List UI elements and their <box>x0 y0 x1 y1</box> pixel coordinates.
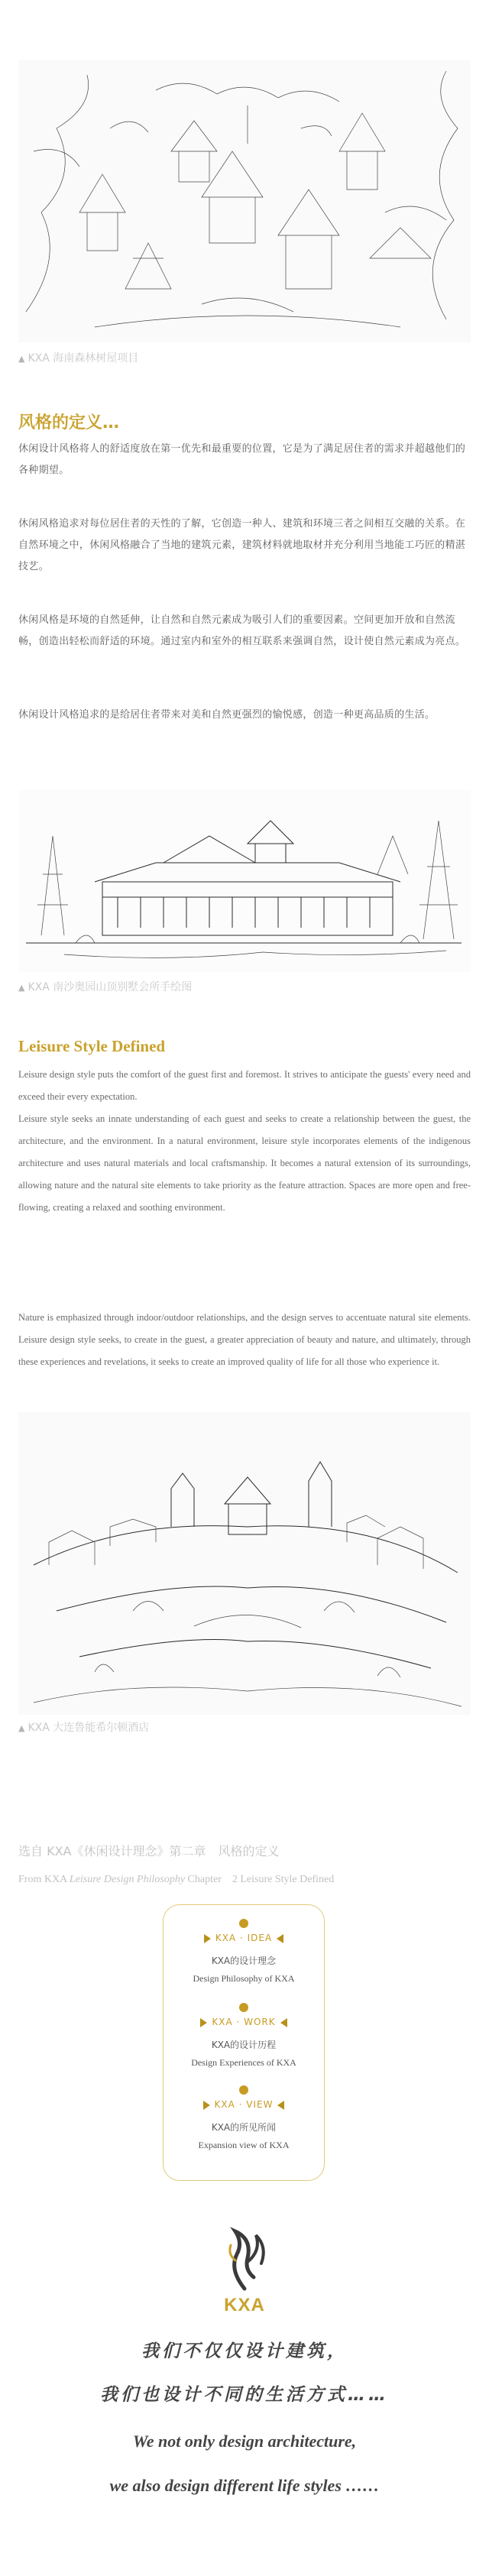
caption-text: KXA 南沙奥园山顶别墅会所手绘图 <box>28 981 193 993</box>
slogan-cn-2: 我们也设计不同的生活方式…… <box>100 2385 389 2405</box>
flag-left-icon <box>204 1934 211 1943</box>
paragraph-cn: 休闲设计风格追求的是给居住者带来对美和自然更强烈的愉悦感，创造一种更高品质的生活。 <box>18 709 436 721</box>
card-en: Design Philosophy of KXA <box>193 1973 295 1984</box>
triangle-icon: ▲ <box>18 1723 25 1733</box>
figure-caption <box>18 1719 149 1735</box>
card-cn: KXA的设计历程 <box>211 2040 277 2050</box>
dot-icon <box>239 2003 248 2012</box>
dot-icon <box>239 2085 248 2095</box>
source-en <box>18 1871 334 1886</box>
paragraph-en: Leisure design style puts the comfort of the guest first and foremost. It strives to anticipate the guests' every need and exceed their every expectation. <box>18 1069 471 1102</box>
caption-text: KXA 海南森林树屋项目 <box>28 352 139 365</box>
villa-clubhouse-sketch <box>18 790 471 972</box>
card-tag-text: KXA · IDEA <box>215 1933 273 1943</box>
card-tag <box>164 2099 324 2110</box>
card-cn: KXA的设计理念 <box>211 1955 277 1966</box>
card-tag <box>164 2017 324 2027</box>
card-tag-text: KXA · WORK <box>212 2017 276 2027</box>
card-cn: KXA的所见所闻 <box>211 2122 277 2133</box>
card-en: Expansion view of KXA <box>198 2140 290 2150</box>
card-tag <box>164 1933 324 1943</box>
slogan-en-1: We not only design architecture, <box>132 2432 357 2451</box>
flag-right-icon <box>277 2101 284 2110</box>
card-tag-text: KXA · VIEW <box>214 2099 274 2110</box>
card-en: Design Experiences of KXA <box>191 2057 296 2068</box>
triangle-icon: ▲ <box>18 983 25 993</box>
dot-icon <box>239 1919 248 1928</box>
logo-text: KXA <box>224 2295 265 2315</box>
source-cn: 选自 KXA《休闲设计理念》第二章 风格的定义 <box>18 1844 280 1858</box>
paragraph-en: Leisure style seeks an innate understanding of each guest and seeks to create a relationship between the guest, the architecture, and the environment. In a natural environment, leisure style incorporates elements of the indigenous architecture and uses natural materials and local craftsmanship. It becomes a natural extension of its surroundings, allowing nature and the natural site elements to take priority as the feature attraction. Spaces are more open and free-flowing, creating a relaxed and soothing environment. <box>18 1113 471 1213</box>
source-book-title: Leisure Design Philosophy <box>69 1874 186 1885</box>
triangle-icon: ▲ <box>18 354 25 364</box>
kxa-logo-icon <box>214 2216 275 2292</box>
paragraph-en: Nature is emphasized through indoor/outdoor relationships, and the design serves to accentuate natural site elements. Leisure design style seeks, to create in the guest, a greater appreciation of beauty and nature, and ultimately, through these experiences and revelations, it seeks to create an improved quality of life for all those who experience it. <box>18 1312 471 1367</box>
caption-text: KXA 大连鲁能希尔顿酒店 <box>28 1722 150 1734</box>
flag-left-icon <box>200 2018 207 2027</box>
card-item-work[interactable] <box>164 2003 324 2069</box>
paragraph-cn: 休闲风格追求对每位居住者的天性的了解，它创造一种人、建筑和环境三者之间相互交融的关系。在自然环境之中，休闲风格融合了当地的建筑元素，建筑材料就地取材并充分利用当地能工巧匠的精湛技艺。 <box>18 518 466 572</box>
source-suffix: Chapter 2 Leisure Style Defined <box>185 1874 335 1885</box>
slogan-cn-1: 我们不仅仅设计建筑， <box>141 2341 348 2361</box>
figure-caption <box>18 350 138 365</box>
slogan-en-2: we also design different life styles …… <box>109 2476 380 2495</box>
treehouse-sketch <box>18 60 471 342</box>
paragraph-cn: 休闲风格是环境的自然延伸，让自然和自然元素成为吸引人们的重要因素。空间更加开放和自然流畅，创造出轻松而舒适的环境。通过室内和室外的相互联系来强调自然，设计使自然元素成为亮点。 <box>18 614 466 647</box>
flag-right-icon <box>280 2018 287 2027</box>
section-title-en: Leisure Style Defined <box>18 1037 166 1055</box>
flag-right-icon <box>277 1934 283 1943</box>
section-title-cn: 风格的定义… <box>18 413 120 433</box>
kxa-menu-card <box>163 1904 325 2181</box>
figure-caption <box>18 979 192 994</box>
source-prefix: From KXA <box>18 1874 70 1885</box>
hotel-complex-sketch <box>18 1412 471 1715</box>
paragraph-cn: 休闲设计风格将人的舒适度放在第一优先和最重要的位置，它是为了满足居住者的需求并超越他们的各种期望。 <box>18 443 466 476</box>
flag-left-icon <box>203 2101 210 2110</box>
card-item-idea[interactable] <box>164 1919 324 1985</box>
card-item-view[interactable] <box>164 2085 324 2151</box>
